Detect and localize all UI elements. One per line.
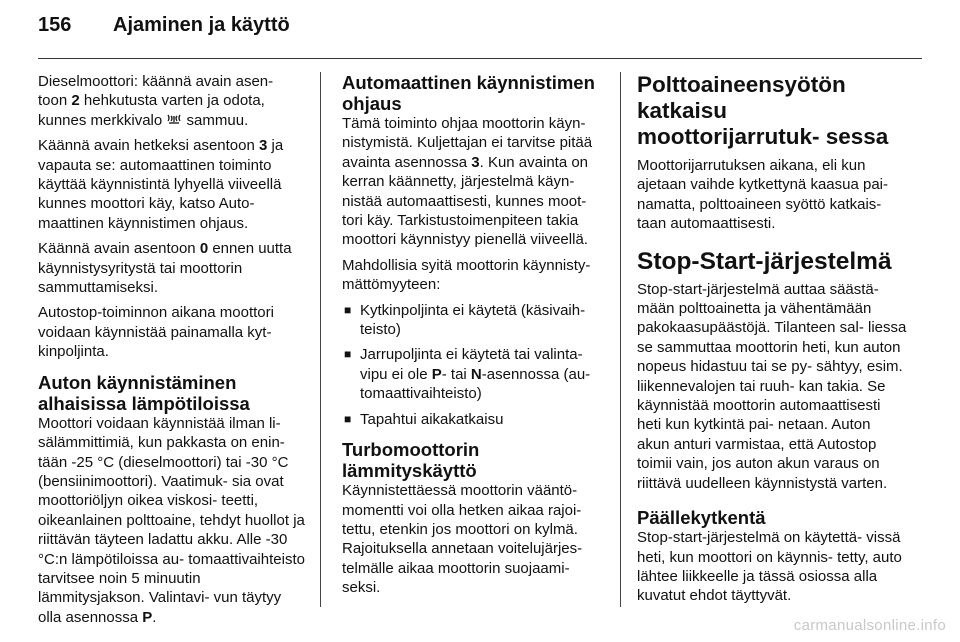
text-run: sammuu. <box>182 111 249 129</box>
gear-letter: P <box>431 365 442 383</box>
causes-intro: Mahdollisia syitä moottorin käynnisty- mättömyyteen: <box>342 256 591 294</box>
list-item <box>342 301 610 340</box>
text-run: . Kun avainta on kerran käännetty, järjestelmä käyn- nistää automaattisesti, kunnes moot- tori käy. Tarkistustoimenpiteen takia moottori käynnistyy pienellä viiveellä. <box>342 153 589 249</box>
page-number: 156 <box>38 14 72 36</box>
stop-start-paragraph: Stop-start-järjestelmä auttaa säästä- mään polttoainetta ja vähentämään pakokaasupäästöjä. Tilanteen sal- liessa se sammuttaa moottorin heti, kun auton nopeus hidastuu tai se py- sähtyy, esim. liikennevalojen tai ruuh- kan takia. Se käynnistää moottorin automaattisesti heti kun kytkintä pai- netaan. Auton akun anturi varmistaa, että Autostop toimii vain, jos auton akun varaus on riittävä uudelleen käynnistystä varten. <box>637 280 907 492</box>
fuel-cutoff-heading: Polttoaineensyötön katkaisu moottorijarrutuk- sessa <box>637 72 889 149</box>
activation-paragraph: Stop-start-järjestelmä on käytettä- vissä heti, kun moottori on käynnis- tetty, auto lähtee liikkeelle ja tässä osiossa alla kuvatut ehdot täyttyvät. <box>637 529 902 605</box>
text-run: Käännä avain asentoon <box>38 240 200 258</box>
text-run: ja vapauta se: automaattinen toiminto käyttää käynnistintä lyhyellä viiveellä kunnes moottori käy, katso Auto- maattinen käynnistimen ohjaus. <box>38 137 284 232</box>
position-number: 3 <box>259 137 268 155</box>
causes-list <box>342 301 610 429</box>
watermark: carmanualsonline.info <box>793 617 946 634</box>
text-run: Jarrupoljinta ei käytetä tai valinta- vipu ei ole <box>360 346 583 383</box>
cold-start-heading: Auton käynnistäminen alhaisissa lämpötiloissa <box>38 371 250 414</box>
retry-paragraph <box>38 239 306 297</box>
fuel-cutoff-paragraph: Moottorijarrutuksen aikana, eli kun ajetaan vaihde kytkettynä kaasua pai- namatta, polttoaineen syöttö katkais- taan automaattisesti. <box>637 157 888 233</box>
turbo-heading: Turbomoottorin lämmityskäyttö <box>342 439 480 482</box>
square-bullet-icon: ■ <box>344 347 352 362</box>
position-number: 2 <box>71 92 80 110</box>
column-2 <box>342 72 610 604</box>
text-run: hehkutusta varten ja odota, kunnes merkkivalo <box>38 92 265 129</box>
square-bullet-icon: ■ <box>344 411 352 426</box>
list-item <box>342 345 610 403</box>
diesel-paragraph <box>38 72 306 130</box>
text-run: Moottori voidaan käynnistää ilman li- sälämmittimiä, kun pakkasta on enin- tään -25 °C (dieselmoottori) tai -30 °C (bensiinimoottori). Vaatimuk- sia ovat moottoriöljyn oikea viskosi- teetti, oikeanlainen polttoaine, tehdyt huollot ja riittävän täyteen ladattu akku. Alle -30 °C:n lämpötiloissa au- tomaattivaihteisto tarvitsee noin 5 minuutin lämmitysjakson. Valintavi- vun täytyy olla asennossa <box>38 414 305 626</box>
text-run: Tapahtui aikakatkaisu <box>360 410 504 428</box>
turn-key-paragraph <box>38 136 306 233</box>
text-run: - tai <box>441 365 471 383</box>
autostop-paragraph: Autostop-toiminnon aikana moottori voidaan käynnistää painamalla kyt- kinpoljinta. <box>38 304 274 361</box>
page-header <box>38 14 290 44</box>
text-run: Kytkinpoljinta ei käytetä (käsivaih- teisto) <box>360 301 586 339</box>
auto-starter-paragraph <box>342 114 610 250</box>
glow-plug-lamp-icon <box>166 111 182 130</box>
activation-heading: Päällekytkentä <box>637 507 766 529</box>
stop-start-heading: Stop-Start-järjestelmä <box>637 247 892 275</box>
column-1 <box>38 72 306 633</box>
text-run: Dieselmoottori: käännä avain asen- toon <box>38 73 274 110</box>
header-rule <box>38 58 922 59</box>
position-number: 3 <box>471 153 480 171</box>
text-run: Tämä toiminto ohjaa moottorin käyn- nistymistä. Kuljettajan ei tarvitse pitää avainta asennossa <box>342 115 593 171</box>
text-run: -asennossa (au- tomaattivaihteisto) <box>360 365 591 403</box>
square-bullet-icon: ■ <box>344 302 352 317</box>
chapter-title: Ajaminen ja käyttö <box>113 14 290 36</box>
column-divider-1 <box>320 72 321 607</box>
turbo-paragraph: Käynnistettäessä moottorin vääntö- momentti voi olla hetken aikaa rajoi- tettu, etenkin jos moottori on kylmä. Rajoituksella annetaan voitelujärjes- telmälle aikaa moottorin suojaami- seksi. <box>342 482 583 597</box>
position-number: 0 <box>199 240 209 258</box>
auto-starter-heading: Automaattinen käynnistimen ohjaus <box>342 72 595 114</box>
gear-letter: P <box>142 608 153 626</box>
column-3 <box>637 72 907 612</box>
gear-letter: N <box>470 365 482 383</box>
list-item <box>342 410 610 429</box>
cold-start-paragraph <box>38 414 306 627</box>
text-run: Käännä avain hetkeksi asentoon <box>38 137 259 155</box>
text-run: ennen uutta käynnistysyritystä tai moottorin sammuttamiseksi. <box>38 240 292 297</box>
text-run: . <box>152 608 157 626</box>
column-divider-2 <box>620 72 621 607</box>
